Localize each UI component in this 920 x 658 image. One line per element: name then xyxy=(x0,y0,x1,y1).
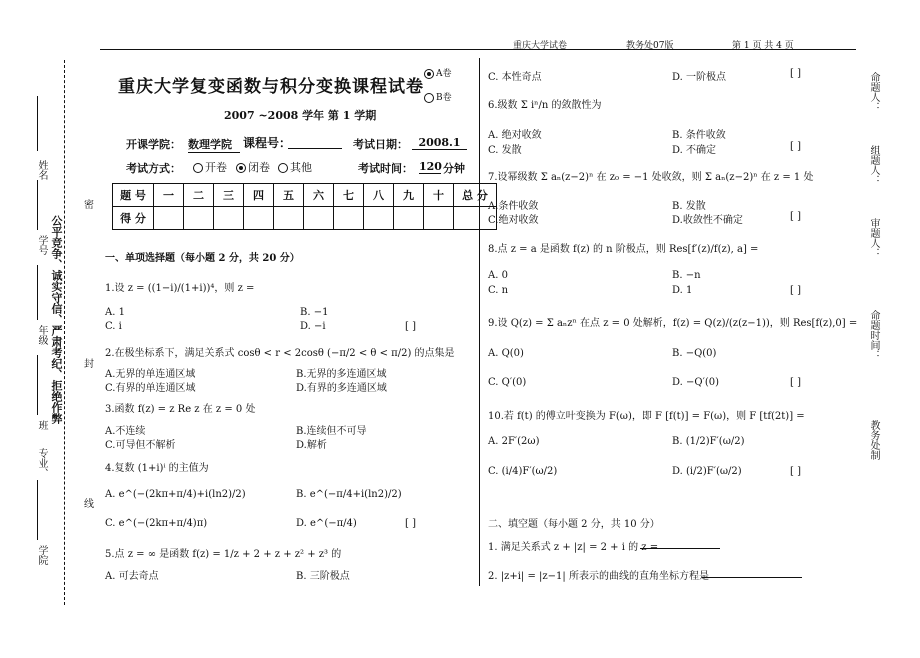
score-header-cell: 九 xyxy=(394,184,424,207)
q10-option-a: A. 2F′(2ω) xyxy=(488,436,540,447)
q4-option-d: D. e^(−π/4) xyxy=(296,518,357,529)
score-header-cell: 二 xyxy=(184,184,214,207)
academic-office-label: 教务处制 xyxy=(868,420,879,460)
q8-option-b: B. −n xyxy=(672,270,701,281)
fill-q1-blank[interactable] xyxy=(640,536,720,549)
score-cell[interactable] xyxy=(424,207,454,230)
q7-option-d: D.收敛性不确定 xyxy=(672,215,743,226)
q3-stem: 3.函数 f(z) = z Re z 在 z = 0 处 xyxy=(105,404,256,415)
q6-stem: 6.级数 Σ iⁿ/n 的敛散性为 xyxy=(488,100,602,111)
propose-time-label: 命题时间： xyxy=(868,310,879,360)
score-header-row xyxy=(113,184,497,207)
exam-time-value: 120 xyxy=(419,160,442,173)
score-header-cell: 四 xyxy=(244,184,274,207)
score-cell[interactable] xyxy=(214,207,244,230)
q3-option-c: C.可导但不解析 xyxy=(105,440,176,451)
q6-answer-bracket[interactable]: [ ] xyxy=(790,141,801,152)
q9-option-b: B. −Q(0) xyxy=(672,348,717,359)
exam-time-label: 考试时间： xyxy=(358,162,413,175)
q8-option-d: D. 1 xyxy=(672,285,693,296)
q3-option-d: D.解析 xyxy=(296,440,327,451)
score-cell[interactable] xyxy=(274,207,304,230)
header-university: 重庆大学试卷 xyxy=(513,41,568,51)
seal-char-2: 封 xyxy=(84,359,94,370)
school-field-label: 开课学院： xyxy=(126,138,181,151)
score-header-cell: 一 xyxy=(154,184,184,207)
score-cell[interactable] xyxy=(364,207,394,230)
school-label: 学院 xyxy=(36,545,47,565)
grade-label: 年级 xyxy=(36,325,47,345)
q5-option-a: A. 可去奇点 xyxy=(105,571,159,582)
score-header-cell: 六 xyxy=(304,184,334,207)
course-no-label: 课程号： xyxy=(243,136,292,150)
q1-stem: 1.设 z = ((1−i)/(1+i))⁴，则 z = xyxy=(105,283,255,294)
q1-option-a: A. 1 xyxy=(105,307,125,318)
seal-char-1: 密 xyxy=(84,200,94,211)
q10-answer-bracket[interactable]: [ ] xyxy=(790,466,801,477)
q10-stem: 10.若 f(t) 的傅立叶变换为 F(ω)，即 F [f(t)] = F(ω)，则 F [tf(2t)] = xyxy=(488,411,805,422)
q3-option-b: B.连续但不可导 xyxy=(296,426,367,437)
q8-option-c: C. n xyxy=(488,285,509,296)
q6-option-c: C. 发散 xyxy=(488,145,522,156)
q4-option-c: C. e^(−(2kπ+π/4)π) xyxy=(105,518,208,529)
q6-option-a: A. 绝对收敛 xyxy=(488,130,542,141)
q5-answer-bracket[interactable]: [ ] xyxy=(790,68,801,79)
q2-option-a: A.无界的单连通区域 xyxy=(105,369,196,380)
q4-stem: 4.复数 (1+i)ⁱ 的主值为 xyxy=(105,463,209,474)
score-header-cell: 题 号 xyxy=(113,184,154,207)
fill-q2-stem: 2. |z+i| = |z−1| 所表示的曲线的直角坐标方程是 xyxy=(488,571,709,582)
integrity-pledge: 公平竞争、诚实守信、严肃考纪、拒绝作弊 xyxy=(50,215,63,424)
score-header-cell: 七 xyxy=(334,184,364,207)
q4-option-a: A. e^(−(2kπ+π/4)+i(ln2)/2) xyxy=(105,489,246,500)
q3-option-a: A.不连续 xyxy=(105,426,146,437)
reviewer-label: 审题人： xyxy=(868,218,879,258)
q9-answer-bracket[interactable]: [ ] xyxy=(790,377,801,388)
q5-stem: 5.点 z = ∞ 是函数 f(z) = 1/z + 2 + z + z² + z³ 的 xyxy=(105,549,342,560)
score-header-cell: 十 xyxy=(424,184,454,207)
class-label: 班 xyxy=(36,420,47,430)
q1-option-c: C. i xyxy=(105,321,122,332)
academic-term: 2007 ~2008 学年 第 1 学期 xyxy=(224,109,377,122)
fill-q1-stem: 1. 满足关系式 z + |z| = 2 + i 的 z = xyxy=(488,542,659,553)
q1-answer-bracket[interactable]: [ ] xyxy=(405,321,416,332)
score-row-label: 得 分 xyxy=(113,207,154,230)
q7-option-a: A.条件收敛 xyxy=(488,201,539,212)
exam-date-value: 2008.1 xyxy=(412,136,467,150)
fill-q2-blank[interactable] xyxy=(702,565,802,578)
paper-a-option[interactable]: A卷 xyxy=(424,66,452,79)
mode-open-option[interactable]: 开卷 xyxy=(193,159,227,175)
q9-option-d: D. −Q′(0) xyxy=(672,377,720,388)
score-header-cell: 五 xyxy=(274,184,304,207)
q1-option-d: D. −i xyxy=(300,321,326,332)
q2-option-d: D.有界的多连通区域 xyxy=(296,383,387,394)
q9-stem: 9.设 Q(z) = Σ aₙzⁿ 在点 z = 0 处解析，f(z) = Q(z)/(z(z−1))，则 Res[f(z),0] = xyxy=(488,318,858,329)
score-cell[interactable] xyxy=(244,207,274,230)
q2-option-c: C.有界的单连通区域 xyxy=(105,383,196,394)
score-header-cell: 三 xyxy=(214,184,244,207)
score-cell[interactable] xyxy=(334,207,364,230)
q1-option-b: B. −1 xyxy=(300,307,329,318)
section2-title: 二、填空题（每小题 2 分，共 10 分） xyxy=(488,519,660,530)
score-header-cell: 总 分 xyxy=(454,184,497,207)
q8-answer-bracket[interactable]: [ ] xyxy=(790,285,801,296)
q9-option-c: C. Q′(0) xyxy=(488,377,527,388)
paper-b-option[interactable]: B卷 xyxy=(424,90,452,103)
score-table xyxy=(112,183,497,230)
q5-option-c: C. 本性奇点 xyxy=(488,72,542,83)
q8-option-a: A. 0 xyxy=(488,270,508,281)
major-label: 专业、 xyxy=(36,448,47,478)
exam-date-label: 考试日期： xyxy=(353,138,408,151)
q10-option-c: C. (i/4)F′(ω/2) xyxy=(488,466,558,477)
school-field-value: 数理学院 xyxy=(188,136,240,153)
q7-option-b: B. 发散 xyxy=(672,201,706,212)
name-label: 姓名 xyxy=(36,160,47,180)
q2-option-b: B.无界的多连通区域 xyxy=(296,369,387,380)
q7-answer-bracket[interactable]: [ ] xyxy=(790,211,801,222)
q8-stem: 8.点 z = a 是函数 f(z) 的 n 阶极点，则 Res[f′(z)/f(z), a] = xyxy=(488,244,759,255)
q4-option-b: B. e^(−π/4+i(ln2)/2) xyxy=(296,489,402,500)
q4-answer-bracket[interactable]: [ ] xyxy=(405,518,416,529)
exam-time-unit: 分钟 xyxy=(443,162,465,175)
q6-option-d: D. 不确定 xyxy=(672,145,717,156)
student-id-label: 学号 xyxy=(36,235,47,255)
score-cell[interactable] xyxy=(394,207,424,230)
score-cell[interactable] xyxy=(304,207,334,230)
q10-option-b: B. (1/2)F′(ω/2) xyxy=(672,436,745,447)
exam-mode-label: 考试方式： xyxy=(126,162,181,175)
header-office: 教务处07版 xyxy=(626,41,674,51)
mode-closed-option[interactable]: 闭卷 xyxy=(236,159,270,175)
q6-option-b: B. 条件收敛 xyxy=(672,130,726,141)
score-value-row xyxy=(113,207,497,230)
q10-option-d: D. (i/2)F′(ω/2) xyxy=(672,466,742,477)
score-cell[interactable] xyxy=(184,207,214,230)
q5-option-d: D. 一阶极点 xyxy=(672,72,727,83)
header-page: 第 1 页 共 4 页 xyxy=(732,41,794,51)
mode-other-option[interactable]: 其他 xyxy=(278,159,312,175)
compiler-label: 组题人： xyxy=(868,145,879,185)
q9-option-a: A. Q(0) xyxy=(488,348,524,359)
score-header-cell: 八 xyxy=(364,184,394,207)
proposer-label: 命题人： xyxy=(868,72,879,112)
score-cell[interactable] xyxy=(154,207,184,230)
q7-stem: 7.设幂级数 Σ aₙ(z−2)ⁿ 在 z₀ = −1 处收敛，则 Σ aₙ(z−2)ⁿ 在 z = 1 处 xyxy=(488,172,814,183)
q7-option-c: C.绝对收敛 xyxy=(488,215,539,226)
course-no-value[interactable] xyxy=(288,136,342,149)
seal-char-3: 线 xyxy=(84,499,94,510)
section1-title: 一、单项选择题（每小题 2 分，共 20 分） xyxy=(105,253,300,264)
q5-option-b: B. 三阶极点 xyxy=(296,571,350,582)
q2-stem: 2.在极坐标系下，满足关系式 cosθ < r < 2cosθ (−π/2 < θ < π/2) 的点集是 xyxy=(105,348,455,359)
exam-title: 重庆大学复变函数与积分变换课程试卷 xyxy=(118,77,424,97)
